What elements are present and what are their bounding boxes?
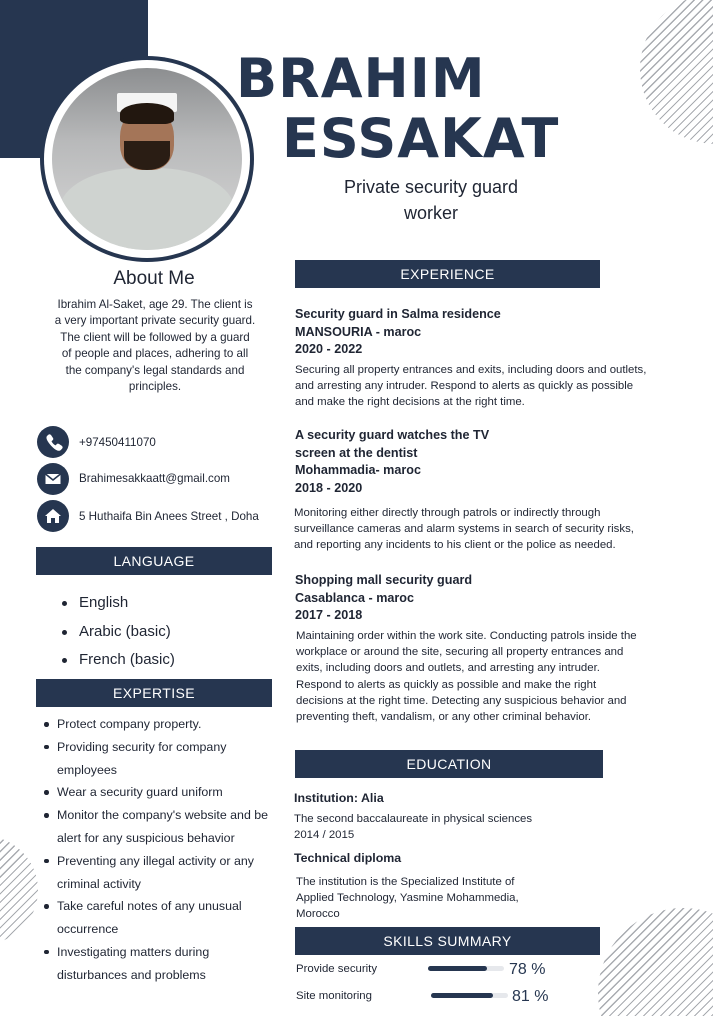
list-item: English: [62, 589, 175, 618]
job-dates: 2018 - 2020: [295, 480, 363, 495]
education-details-1: The second baccalaureate in physical sciences 2014 / 2015: [294, 813, 533, 841]
education-details-2: The institution is the Specialized Institute of Applied Technology, Yasmine Mohammedia, Morocco: [296, 876, 519, 920]
job-dates: 2020 - 2022: [295, 342, 363, 356]
job-role: Shopping mall security guard: [295, 573, 473, 587]
about-text: Ibrahim Al-Saket, age 29. The client is a very important private security guard. The client will be followed by a guard of people and places, adhering to all the company's legal standards and principles.: [54, 298, 256, 394]
profile-photo: [44, 60, 250, 258]
list-item: Preventing any illegal activity or any criminal activity: [44, 850, 274, 896]
skill-percent: 81 %: [512, 988, 549, 1005]
list-item: Providing security for company employees: [44, 736, 274, 782]
list-item: Wear a security guard uniform: [44, 781, 274, 804]
experience-job-3: [295, 572, 645, 625]
phone-icon: [37, 426, 69, 458]
job-place: Mohammadia- maroc: [295, 463, 421, 477]
language-list: [62, 589, 175, 675]
phone-number: +97450411070: [79, 436, 156, 449]
job-role: Security guard in Salma residence: [295, 307, 501, 321]
job-description: Securing all property entrances and exits, including doors and outlets, and arresting any intruder. Respond to alerts as quickly as possible and make the right decisions at the right time.: [295, 364, 647, 409]
education-heading: EDUCATION: [295, 750, 603, 778]
hatched-circle-decoration: [0, 836, 38, 944]
experience-job-1: [295, 306, 645, 359]
skill-label: Provide security: [296, 963, 378, 975]
skill-bar: [431, 993, 508, 998]
email-address: Brahimesakkaatt@gmail.com: [79, 472, 230, 485]
list-item: Arabic (basic): [62, 618, 175, 647]
about-title: About Me: [113, 268, 195, 289]
hatched-circle-decoration: [640, 0, 713, 144]
skill-bar: [428, 966, 504, 971]
list-item: Investigating matters during disturbances and problems: [44, 941, 274, 987]
job-dates: 2017 - 2018: [295, 608, 363, 622]
experience-job-2: [295, 427, 645, 497]
skill-label: Site monitoring: [296, 990, 372, 1002]
job-description: Maintaining order within the work site. Conducting patrols inside the workplace or around the site, securing all property entrances and exits, including doors and outlets, and arresting any intruder. Respond to alerts as quickly as possible and make the right decisions at the right time. Detecting any suspicious behavior and preventing theft, vandalism, or any other criminal behavior.: [296, 630, 637, 724]
first-name: BRAHIM: [236, 47, 486, 110]
home-icon: [37, 500, 69, 532]
job-place: MANSOURIA - maroc: [295, 324, 422, 339]
list-item: Take careful notes of any unusual occurrence: [44, 895, 274, 941]
job-role: screen at the dentist: [295, 445, 418, 460]
job-role: A security guard watches the TV: [295, 428, 490, 442]
expertise-list: [44, 713, 274, 987]
job-title: Private security guard worker: [343, 177, 519, 223]
list-item: Protect company property.: [44, 713, 274, 736]
list-item: Monitor the company's website and be alert for any suspicious behavior: [44, 804, 274, 850]
list-item: French (basic): [62, 646, 175, 675]
experience-heading: EXPERIENCE: [295, 260, 600, 288]
hatched-circle-decoration: [598, 908, 713, 1016]
job-place: Casablanca - maroc: [295, 590, 414, 605]
email-icon: [37, 463, 69, 495]
language-heading: LANGUAGE: [36, 547, 272, 575]
education-heading-2: Technical diploma: [294, 851, 402, 865]
skills-heading: SKILLS SUMMARY: [295, 927, 600, 955]
skill-percent: 78 %: [509, 961, 546, 978]
last-name: ESSAKAT: [282, 107, 560, 170]
expertise-heading: EXPERTISE: [36, 679, 272, 707]
job-description: Monitoring either directly through patrols or indirectly through surveillance cameras and alarm systems in search of security risks, and reporting any incidents to his client or the police as needed.: [294, 507, 634, 552]
education-heading-1: Institution: Alia: [294, 791, 384, 805]
home-address: 5 Huthaifa Bin Anees Street , Doha: [79, 510, 259, 523]
